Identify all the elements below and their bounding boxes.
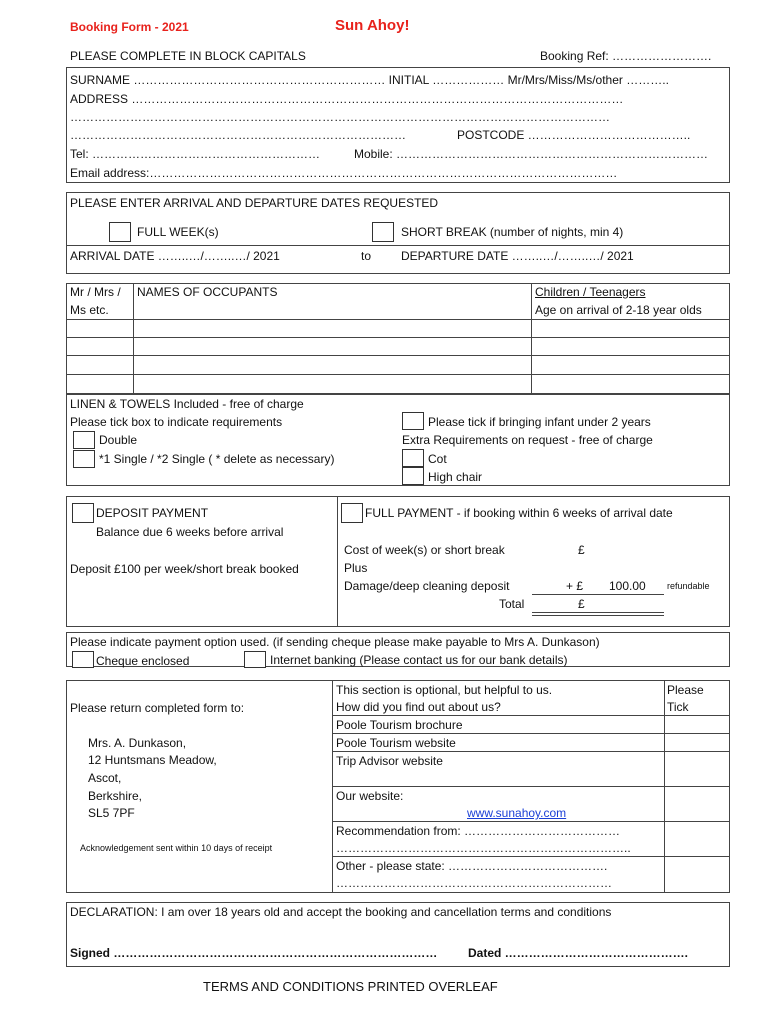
- cost-currency: £: [578, 543, 585, 557]
- cot-label: Cot: [428, 452, 447, 466]
- return-county: Berkshire,: [88, 789, 143, 803]
- linen-heading: LINEN & TOWELS Included - free of charge: [70, 397, 304, 411]
- children-column-header: Children / Teenagers: [535, 285, 646, 299]
- row-divider: [332, 715, 730, 716]
- terms-footer: TERMS AND CONDITIONS PRINTED OVERLEAF: [203, 979, 498, 994]
- plus-label: Plus: [344, 561, 368, 575]
- address-line-3[interactable]: …………………………………………………………………………: [70, 128, 406, 142]
- to-label: to: [361, 249, 372, 263]
- payment-divider: [337, 496, 338, 627]
- infant-checkbox[interactable]: [402, 412, 424, 430]
- surname-field[interactable]: SURNAME ……………………………………………………… INITIAL ……………… Mr/Mrs/Miss/Ms/other ………..: [70, 73, 669, 87]
- full-week-checkbox[interactable]: [109, 222, 131, 242]
- table-row[interactable]: [66, 374, 730, 375]
- recommendation-field[interactable]: Recommendation from: …………………………………: [336, 824, 621, 838]
- row-divider: [332, 751, 730, 752]
- return-label: Please return completed form to:: [70, 701, 245, 715]
- return-name: Mrs. A. Dunkason,: [88, 736, 187, 750]
- row-divider: [332, 856, 730, 857]
- website-link[interactable]: www.sunahoy.com: [467, 806, 567, 820]
- mobile-field[interactable]: Mobile: ……………………………………………………………………: [354, 147, 709, 161]
- linen-instruction: Please tick box to indicate requirements: [70, 415, 283, 429]
- survey-question: How did you find out about us?: [336, 700, 501, 714]
- short-break-label: SHORT BREAK (number of nights, min 4): [401, 225, 624, 239]
- damage-deposit-label: Damage/deep cleaning deposit: [344, 579, 510, 593]
- deposit-payment-label: DEPOSIT PAYMENT: [96, 506, 209, 520]
- address-line-2[interactable]: ………………………………………………………………………………………………………………………: [70, 110, 610, 124]
- deposit-amount-note: Deposit £100 per week/short break booked: [70, 562, 299, 576]
- return-street: 12 Huntsmans Meadow,: [88, 753, 217, 767]
- total-line-1: [532, 612, 664, 613]
- column-divider: [531, 283, 532, 394]
- please-tick-header: Please: [667, 683, 704, 697]
- single-checkbox[interactable]: [73, 450, 95, 468]
- title-column-header-2: Ms etc.: [70, 303, 109, 317]
- header-divider: [66, 319, 730, 320]
- signed-field[interactable]: Signed ………………………………………………………………………: [70, 946, 438, 960]
- return-town: Ascot,: [88, 771, 122, 785]
- children-age-header: Age on arrival of 2-18 year olds: [535, 303, 702, 317]
- survey-option-tourism-website[interactable]: Poole Tourism website: [336, 736, 456, 750]
- postcode-field[interactable]: POSTCODE …………………………………..: [457, 128, 691, 142]
- dated-field[interactable]: Dated ……………………………………….: [468, 946, 689, 960]
- table-row[interactable]: [66, 355, 730, 356]
- extra-requirements-label: Extra Requirements on request - free of charge: [402, 433, 653, 447]
- other-field[interactable]: Other - please state: ………………………………….: [336, 859, 608, 873]
- return-postcode: SL5 7PF: [88, 806, 135, 820]
- occupants-table: [66, 283, 730, 394]
- single-label: *1 Single / *2 Single ( * delete as necessary): [99, 452, 335, 466]
- subtotal-line: [532, 594, 664, 595]
- row-divider: [332, 821, 730, 822]
- double-label: Double: [99, 433, 138, 447]
- please-tick-header-2: Tick: [667, 700, 689, 714]
- divider: [66, 245, 730, 246]
- address-field[interactable]: ADDRESS ……………………………………………………………………………………………………………: [70, 92, 624, 106]
- high-chair-label: High chair: [428, 470, 483, 484]
- cheque-checkbox[interactable]: [72, 651, 94, 668]
- departure-date-field[interactable]: DEPARTURE DATE ……..…/……..…/ 2021: [401, 249, 634, 263]
- row-divider: [332, 733, 730, 734]
- block-capitals-instruction: PLEASE COMPLETE IN BLOCK CAPITALS: [70, 49, 306, 63]
- booking-ref-field[interactable]: Booking Ref: …………………….: [540, 49, 712, 63]
- deposit-payment-checkbox[interactable]: [72, 503, 94, 523]
- dates-heading: PLEASE ENTER ARRIVAL AND DEPARTURE DATES REQUESTED: [70, 196, 439, 210]
- payment-option-instruction: Please indicate payment option used. (if sending cheque please make payable to Mrs A. Dunkason): [70, 635, 600, 649]
- form-title: Booking Form - 2021: [70, 20, 189, 34]
- row-divider: [332, 786, 730, 787]
- total-currency[interactable]: £: [578, 597, 585, 611]
- infant-label: Please tick if bringing infant under 2 years: [428, 415, 651, 429]
- column-divider: [133, 283, 134, 394]
- full-payment-label: FULL PAYMENT - if booking within 6 weeks of arrival date: [365, 506, 673, 520]
- internet-banking-checkbox[interactable]: [244, 651, 266, 668]
- internet-banking-label: Internet banking (Please contact us for our bank details): [270, 653, 568, 667]
- short-break-checkbox[interactable]: [372, 222, 394, 242]
- acknowledgement-note: Acknowledgement sent within 10 days of receipt: [80, 843, 273, 853]
- cot-checkbox[interactable]: [402, 449, 424, 467]
- survey-optional-note: This section is optional, but helpful to us.: [336, 683, 553, 697]
- survey-option-brochure[interactable]: Poole Tourism brochure: [336, 718, 463, 732]
- table-row[interactable]: [66, 337, 730, 338]
- damage-amount: 100.00: [609, 579, 646, 593]
- double-checkbox[interactable]: [73, 431, 95, 449]
- recommendation-line[interactable]: ………………………………………………………………..: [336, 841, 631, 855]
- full-week-label: FULL WEEK(s): [137, 225, 219, 239]
- refundable-note: refundable: [667, 581, 710, 591]
- email-field[interactable]: Email address:………………………………………………………………………………………………………: [70, 166, 618, 180]
- high-chair-checkbox[interactable]: [402, 467, 424, 485]
- survey-option-our-website[interactable]: Our website:: [336, 789, 404, 803]
- tel-field[interactable]: Tel: …………………………………………………: [70, 147, 321, 161]
- arrival-date-field[interactable]: ARRIVAL DATE ……..…/……..…/ 2021: [70, 249, 280, 263]
- balance-note: Balance due 6 weeks before arrival: [96, 525, 284, 539]
- declaration-text: DECLARATION: I am over 18 years old and accept the booking and cancellation terms and conditions: [70, 905, 612, 919]
- title-column-header: Mr / Mrs /: [70, 285, 121, 299]
- cost-label: Cost of week(s) or short break: [344, 543, 505, 557]
- company-name: Sun Ahoy!: [335, 17, 410, 34]
- full-payment-checkbox[interactable]: [341, 503, 363, 523]
- damage-currency: + £: [566, 579, 584, 593]
- total-line-2: [532, 615, 664, 616]
- survey-option-trip-advisor[interactable]: Trip Advisor website: [336, 754, 443, 768]
- other-line[interactable]: ……………………………………………………………: [336, 876, 612, 890]
- total-label: Total: [499, 597, 525, 611]
- cheque-label: Cheque enclosed: [96, 654, 190, 668]
- names-column-header: NAMES OF OCCUPANTS: [137, 285, 278, 299]
